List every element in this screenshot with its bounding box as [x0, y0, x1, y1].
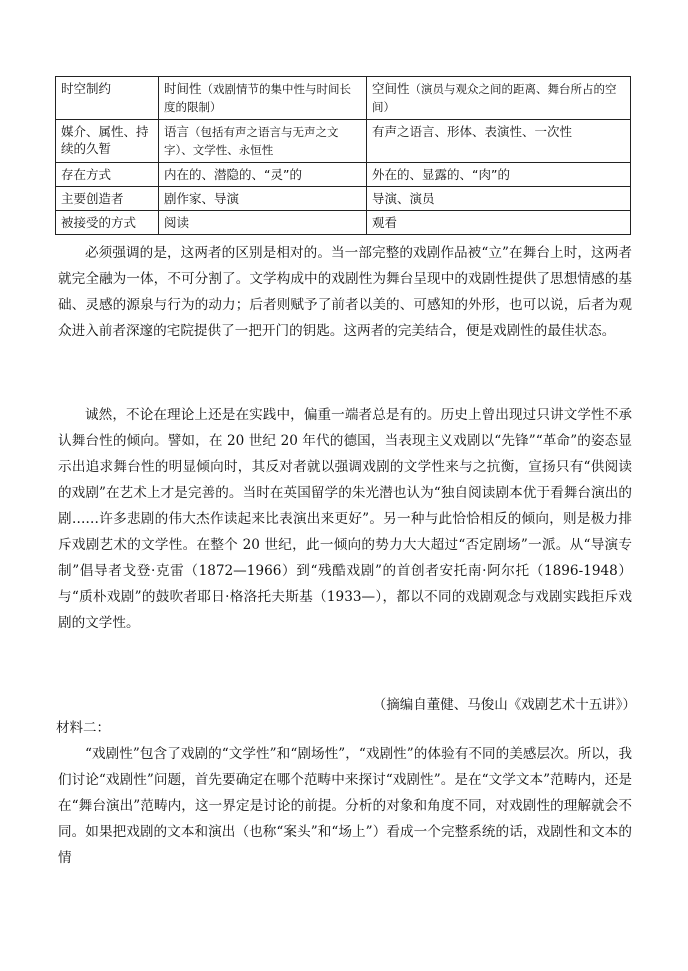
table-row: [56, 211, 631, 235]
literary-cell: 内在的、潜隐的、“灵”的: [159, 163, 367, 187]
paragraph-bias-tendencies: 诚然，不论在理论上还是在实践中，偏重一端者总是有的。历史上曾出现过只讲文学性不承认舞台性的倾向。譬如，在 20 世纪 20 年代的德国，当表现主义戏剧以“先锋”“革命”的姿态显示出追求舞台性的明显倾向时，其反对者就以强调戏剧的文学性来与之抗衡，宣扬只有“供阅读的戏剧”在艺术上才是完善的。当时在英国留学的朱光潜也认为“独自阅读剧本优于看舞台演出的剧……许多悲剧的伟大杰作读起来比表演出来更好”。另一种与此恰恰相反的倾向，则是极力排斥戏剧艺术的文学性。在整个 20 世纪，此一倾向的势力大大超过“否定剧场”一派。从“导演专制”倡导者戈登·克雷（1872—1966）到“残酷戏剧”的首创者安托南·阿尔托（1896-1948）与“质朴戏剧”的鼓吹者耶日·格洛托夫斯基（1933—），都以不同的戏剧观念与戏剧实践拒斥戏剧的文学性。: [58, 407, 632, 631]
material-two-label: 材料二：: [56, 720, 110, 736]
literary-cell: 阅读: [159, 211, 367, 235]
cell-main: 有声之语言、形体、表演性、一次性: [372, 124, 573, 139]
stage-cell: 观看: [367, 211, 631, 235]
literary-cell: [159, 120, 367, 163]
cell-main: 语言: [164, 124, 190, 139]
cell-note: （包括有声之语言与无声之文字）、文学性、永恒性: [164, 125, 339, 157]
table-row: [56, 163, 631, 187]
cell-note: （戏剧情节的集中性与时间长度的限制）: [164, 82, 352, 114]
row-label: 存在方式: [56, 163, 159, 187]
cell-note: （演员与观众之间的距离、舞台所占的空间）: [372, 82, 617, 114]
table-row: [56, 77, 631, 120]
literary-cell: [159, 77, 367, 120]
stage-cell: [367, 120, 631, 163]
stage-cell: 外在的、显露的、“肉”的: [367, 163, 631, 187]
row-label: 媒介、属性、持续的久暂: [56, 120, 159, 163]
table-row: [56, 120, 631, 163]
source-citation: （摘编自董健、马俊山《戏剧艺术十五讲》）: [372, 697, 636, 713]
cell-main: 时间性: [164, 81, 202, 96]
row-label: 主要创造者: [56, 187, 159, 211]
stage-cell: 导演、演员: [367, 187, 631, 211]
stage-cell: [367, 77, 631, 120]
paragraph-drama-scope: “戏剧性”包含了戏剧的“文学性”和“剧场性”，“戏剧性”的体验有不同的美感层次。所以，我们讨论“戏剧性”问题，首先要确定在哪个范畴中来探讨“戏剧性”。是在“文学文本”范畴内，还是在“舞台演出”范畴内，这一界定是讨论的前提。分析的对象和角度不同，对戏剧性的理解就会不同。如果把戏剧的文本和演出（也称“案头”和“场上”）看成一个完整系统的话，戏剧性和文本的情: [58, 746, 632, 866]
row-label: 被接受的方式: [56, 211, 159, 235]
comparison-table: [55, 76, 631, 235]
literary-cell: 剧作家、导演: [159, 187, 367, 211]
table-row: [56, 187, 631, 211]
cell-main: 空间性: [372, 81, 410, 96]
row-label: 时空制约: [56, 77, 159, 120]
paragraph-relative-distinction: 必须强调的是，这两者的区别是相对的。当一部完整的戏剧作品被“立”在舞台上时，这两者就完全融为一体，不可分割了。文学构成中的戏剧性为舞台呈现中的戏剧性提供了思想情感的基础、灵感的源泉与行为的动力；后者则赋予了前者以美的、可感知的外形，也可以说，后者为观众进入前者深邃的宅院提供了一把开门的钥匙。这两者的完美结合，便是戏剧性的最佳状态。: [58, 245, 632, 339]
